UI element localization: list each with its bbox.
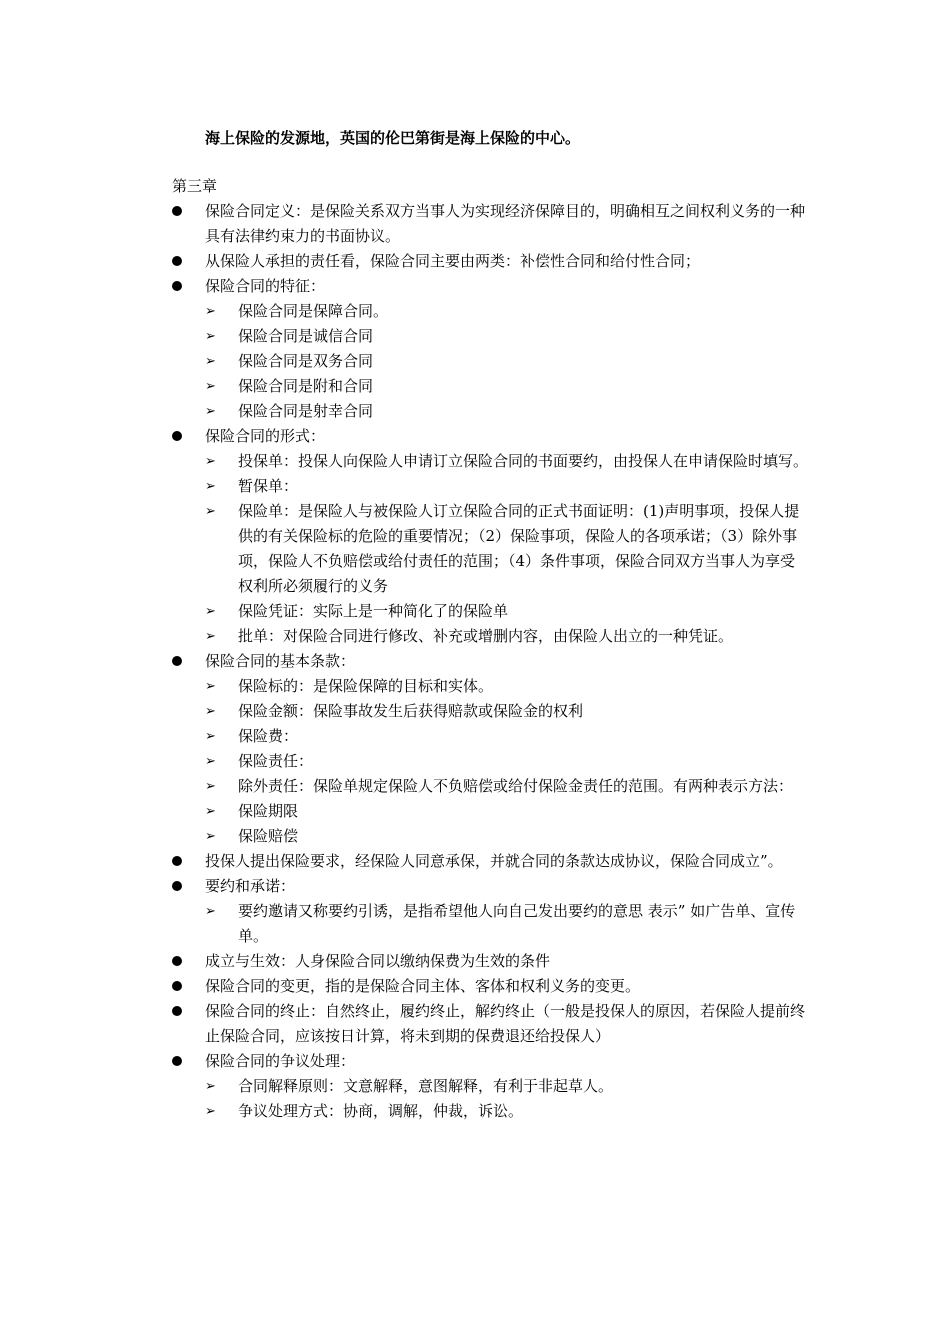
sub-list-item-text: 合同解释原则：文意解释，意图解释，有利于非起草人。 [238,1077,614,1095]
sub-list-item [0,724,809,749]
sub-list-item-text: 保险合同是射幸合同 [238,402,374,420]
sub-list-item-text: 保险责任： [238,752,314,770]
arrow-bullet-icon: ➢ [205,604,216,619]
arrow-bullet-icon: ➢ [205,304,216,319]
sub-list-item [0,1074,809,1099]
page-heading: 海上保险的发源地，英国的伦巴第街是海上保险的中心。 [205,129,581,147]
sub-list-item-text: 暂保单： [238,477,299,495]
list-item-text: 成立与生效：人身保险合同以缴纳保费为生效的条件 [205,952,551,970]
bullet-dot-icon [172,656,182,666]
list-item [0,199,809,249]
sub-list-item [0,449,809,474]
list-item [0,1049,809,1074]
list-item-text: 保险合同的争议处理： [205,1052,356,1070]
sub-list-item [0,674,809,699]
main-list [0,199,950,1124]
sub-list-item [0,399,809,424]
list-item [0,949,809,974]
arrow-bullet-icon: ➢ [205,329,216,344]
arrow-bullet-icon: ➢ [205,829,216,844]
list-item-text: 保险合同的变更，指的是保险合同主体、客体和权利义务的变更。 [205,977,641,995]
sub-list-item [0,749,809,774]
arrow-bullet-icon: ➢ [205,479,216,494]
sub-list-item [0,374,809,399]
bullet-dot-icon [172,1056,182,1066]
bullet-dot-icon [172,206,182,216]
sub-list-item [0,474,809,499]
list-item [0,874,809,899]
sub-list-item [0,699,809,724]
sub-list-item [0,1099,809,1124]
list-item-text: 投保人提出保险要求，经保险人同意承保，并就合同的条款达成协议，保险合同成立”。 [205,852,783,870]
bullet-dot-icon [172,1006,182,1016]
list-item-text: 保险合同的特征： [205,277,326,295]
sub-list-item-text: 保险期限 [238,802,299,820]
list-item [0,999,809,1049]
sub-list-item [0,899,809,949]
arrow-bullet-icon: ➢ [205,804,216,819]
list-item-text: 保险合同的基本条款： [205,652,356,670]
sub-list-item [0,349,809,374]
sub-list-item-text: 保险费： [238,727,299,745]
list-item [0,424,809,449]
arrow-bullet-icon: ➢ [205,679,216,694]
list-item-text: 保险合同的终止：自然终止，履约终止，解约终止（一般是投保人的原因，若保险人提前终止保险合同，应该按日计算，将未到期的保费退还给投保人） [205,1002,806,1045]
arrow-bullet-icon: ➢ [205,404,216,419]
sub-list-item [0,824,809,849]
sub-list-item-text: 批单：对保险合同进行修改、补充或增删内容，由保险人出立的一种凭证。 [238,627,734,645]
sub-list-item-text: 保险合同是附和合同 [238,377,374,395]
sub-list-item-text: 保险合同是双务合同 [238,352,374,370]
list-item-text: 保险合同定义：是保险关系双方当事人为实现经济保障目的，明确相互之间权利义务的一种具有法律约束力的书面协议。 [205,202,806,245]
bullet-dot-icon [172,256,182,266]
bullet-dot-icon [172,956,182,966]
sub-list-item [0,324,809,349]
arrow-bullet-icon: ➢ [205,354,216,369]
arrow-bullet-icon: ➢ [205,904,216,919]
sub-list-item [0,799,809,824]
sub-list-item-text: 保险凭证：实际上是一种简化了的保险单 [238,602,509,620]
arrow-bullet-icon: ➢ [205,629,216,644]
sub-list-item-text: 保险赔偿 [238,827,299,845]
sub-list-item [0,299,809,324]
sub-list-item [0,624,809,649]
arrow-bullet-icon: ➢ [205,729,216,744]
bullet-dot-icon [172,431,182,441]
sub-list-item-text: 保险合同是保障合同。 [238,302,389,320]
arrow-bullet-icon: ➢ [205,1079,216,1094]
arrow-bullet-icon: ➢ [205,704,216,719]
sub-list-item [0,599,809,624]
sub-list-item-text: 保险标的：是保险保障的目标和实体。 [238,677,494,695]
sub-list-item [0,774,809,799]
sub-list-item-text: 保险合同是诚信合同 [238,327,374,345]
arrow-bullet-icon: ➢ [205,779,216,794]
arrow-bullet-icon: ➢ [205,454,216,469]
arrow-bullet-icon: ➢ [205,1104,216,1119]
arrow-bullet-icon: ➢ [205,504,216,519]
sub-list-item-text: 要约邀请又称要约引诱，是指希望他人向自己发出要约的意思 表示” 如广告单、宣传单。 [238,902,796,945]
arrow-bullet-icon: ➢ [205,754,216,769]
bullet-dot-icon [172,856,182,866]
list-item-text: 要约和承诺： [205,877,296,895]
list-item [0,849,809,874]
bullet-dot-icon [172,881,182,891]
list-item [0,649,809,674]
sub-list-item [0,499,809,599]
sub-list-item-text: 争议处理方式：协商，调解，仲裁，诉讼。 [238,1102,524,1120]
arrow-bullet-icon: ➢ [205,379,216,394]
list-item [0,274,809,299]
sub-list-item-text: 除外责任：保险单规定保险人不负赔偿或给付保险金责任的范围。有两种表示方法： [238,777,794,795]
chapter-title: 第三章 [172,177,218,195]
sub-list-item-text: 投保单：投保人向保险人申请订立保险合同的书面要约，由投保人在申请保险时填写。 [238,452,809,470]
list-item [0,974,809,999]
list-item-text: 保险合同的形式： [205,427,326,445]
bullet-dot-icon [172,281,182,291]
list-item [0,249,809,274]
list-item-text: 从保险人承担的责任看，保险合同主要由两类：补偿性合同和给付性合同； [205,252,701,270]
sub-list-item-text: 保险金额：保险事故发生后获得赔款或保险金的权利 [238,702,584,720]
bullet-dot-icon [172,981,182,991]
sub-list-item-text: 保险单：是保险人与被保险人订立保险合同的正式书面证明：(1)声明事项，投保人提供的有关保险标的危险的重要情况；（2）保险事项，保险人的各项承诺；（3）除外事项，保险人不负赔偿或给付责任的范围；（4）条件事项，保险合同双方当事人为享受权利所必须履行的义务 [238,502,800,595]
